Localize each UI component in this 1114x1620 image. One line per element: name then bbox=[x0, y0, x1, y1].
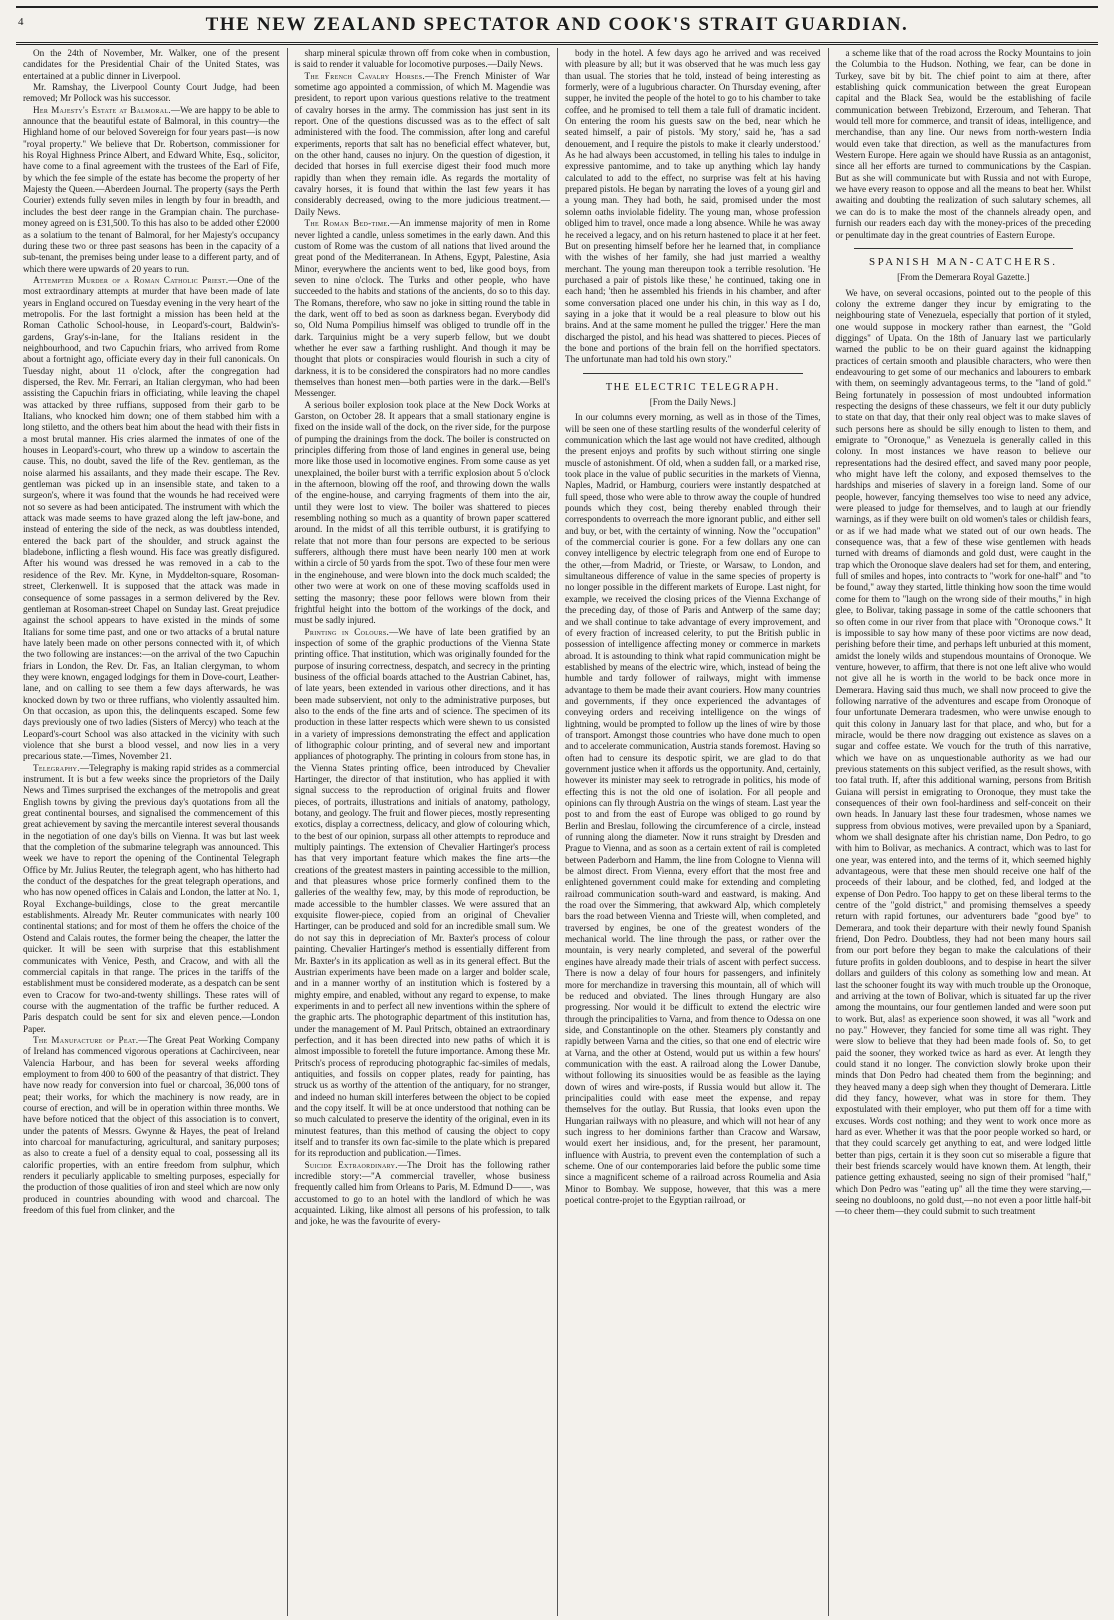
spanish-text: We have, on several occasions, pointed out to the people of this colony the extreme danger they incur by emigrating to the neighbouring state of Venezuela, especially that portion of it styled, one would suppose in mockery rather than earnest, the "Gold diggings" of Upata. On the 18th of January last we particularly warned the public to be on their guard against the kidnapping practices of certain smooth and plausible characters, who were then endeavouring to get some of our mechanics and labourers to embark with them, on seemingly advantageous terms, to the "land of gold." Being fortunately in possession of most undoubted information respecting the designs of these chasseurs, we felt it our duty publicly to state on that day, that their only real object was to make slaves of such persons here as should be silly enough to listen to them, and emigrate to "Oronoque," as Venezuela is generally called in this colony. In most instances we have reason to believe our representations had the desired effect, and saved many poor people, who might have left the colony, and exposed themselves to the hardships and miseries of slavery in a foreign land. Some of our people, however, fancying themselves too wise to need any advice, were pleased to judge for themselves, and to laugh at our friendly warnings, as if they were built on old women's tales or childish fears, or as if we had made what we stated out of our own heads. The consequence was, that a few of these wise gentlemen with heads turned with dreams of diamonds and gold dust, were caught in the trap which the Oronoque slave dealers had set for them, and entering, full of smiles and hopes, into contracts to "work for one-half" and "to be found," away they started, little thinking how soon the time would come for them to "laugh on the wrong side of their mouths," in high glee, to Bolivar, taking passage in some of the cattle schooners that so often come in our river from that place with "Oronoque cows." It is impossible to say how many of these poor victims are now dead, perishing before their time, and perhaps left unburied at this moment, amidst the lonely wilds and stupendous mountains of Oronoque. We venture, however, to affirm, that there is not one left alive who would not give all he is worth in the world to be back once more in Demerara. Having said thus much, we shall now proceed to give the following narrative of the adventures and escape from Oronoque of four unfortunate Demerara tradesmen, who were unwise enough to quit this colony in January last for that place, and who, but for a miracle, would be there now dragging out existence as slaves on a sugar and coffee estate. We vouch for the truth of this narrative, which we have on as unquestionable authority as we had our previous statements on this subject verified, as the result shows, with too fatal truth. If, after this additional warning, persons from British Guiana will persist in emigrating to Oronoque, they must take the consequences of their own fool-hardiness and self-conceit on their own heads. In January last these four tradesmen, whose names we suppress from obvious motives, were prevailed upon by a Spaniard, whom we shall designate after his christian name, Don Pedro, to go with him to Bolivar, as mechanics. A contract, which was to last for one year, was entered into, and the terms of it, which seemed highly advantageous, were that these men should receive one half of the proceeds of their labour, and be clothed, fed, and lodged at the expense of Don Pedro. Too happy to get on these liberal terms to the centre of the "gold district," and promising themselves a speedy return with rapid fortunes, our adventurers bade "good bye" to Demerara, and took their departure with their newly found Spanish friend, Don Pedro. Doubtless, they had not been many hours sail from our port before they began to make the calculations of their future profits in golden doubloons, and to despise in heart the silver dollars and guilders of this colony as something low and mean. At last the schooner fought its way with much trouble up the Oronoque, and arriving at the town of Bolivar, which is situated far up the river among the mountains, our four gentlemen landed and were soon put to work. But, alas! as experience soon showed, it was all "work and no pay." However, they fancied for some time all was right. They were slow to believe that they had been made fools of. So, to get paid the sooner, they worked twice as hard as ever. At length they could stand it no longer. The conviction slowly broke upon their minds that Don Pedro had cheated them from the beginning; and they heaved many a deep sigh when they thought of Demerara. Little did they fancy, however, what was in store for them. They expostulated with their employer, who put them off for a time with excuses. Words cost nothing; and they went to work once more as hard as ever. Whether it was that the poor people worked so hard, or that they could scarcely get anything to eat, and were lodged little better than pigs, certain it is they soon cut so miserable a figure that their best friends scarcely would have known them. At length, their patience getting exhausted, seeing no sign of their promised "half," which Don Pedro was "eating up" all the time they were starving,—seeing no doubloons, no gold dust,—no not even a poor little half-bit—to cheer them—they could submit to such treatment bbox=[835, 287, 1091, 1217]
telegraph-source: [From the Daily News.] bbox=[649, 396, 736, 407]
telegraph-headline: THE ELECTRIC TELEGRAPH. bbox=[605, 381, 780, 393]
ramshay-item: Mr. Ramshay, the Liverpool County Court Judge, had been removed; Mr Pollock was his successor. bbox=[23, 82, 280, 104]
column-2 bbox=[287, 48, 558, 1616]
bedtime-headline: The Roman Bed-time. bbox=[304, 218, 390, 229]
cavalry-text: —The French Minister of War sometime ago appointed a commission, of which M. Magendie was president, to report upon various questions relative to the treatment of cavalry horses in the army. The commission has just sent in its report. One of the questions discussed was as to the effect of salt administered with the food. The commission, after long and careful experiments, reports that salt has no beneficial effect whatever, but, on the other hand, causes no injury. On the question of digestion, it decided that horses in full exercise digest their food much more rapidly than when they remain idle. As regards the mortality of cavalry horses, it is found that within the last few years it has considerably decreased, owing to the more judicious treatment.—Daily News. bbox=[294, 70, 550, 217]
suicide-text: —The Droit has the following rather incredible story:—"A commercial traveller, whose business frequently called him from Orleans to Paris, M. Edmund D——, was accustomed to go to an hotel with the landlord of which he was acquainted. Liking, like almost all persons of his profession, to talk and joke, he was the favourite of every- bbox=[294, 1159, 551, 1227]
colours-article bbox=[295, 627, 551, 1160]
telegraph-text: In our columns every morning, as well as in those of the Times, will be seen one of these startling results of the wonderful celerity of communication which the last age would not have credited, although the present enjoys and profits by such without stirring one single muscle of astonishment. Of old, when a sudden fall, or a marked rise, took place in the value of public securities in the markets of Vienna, Naples, Madrid, or Hamburg, couriers were instantly despatched at full speed, those who were able to throw away the couple of hundred pounds which they cost, being thereby enabled through their correspondents to overreach the more ignorant public, and either sell and buy, or bet, with the certainty of winning. Now the "occupation" of the commercial courier is gone. For a few dollars any one can convey intelligence by electric telegraph from one end of Europe to the other,—from Madrid, or Trieste, or Warsaw, to London, and simultaneous difference of value in the same species of property is no longer possible in the different markets of Europe. Last night, for example, we received the closing prices of the Vienna Exchange of the preceding day, of those of Paris and Antwerp of the same day; and we shall continue to take advantage of every improvement, and of every fraction of increased celerity, to put the British public in possession of intelligence affecting money or commerce in markets abroad. It is astounding to think what rapid communication might be established by means of the electric wire, which, instead of being the humble and tardy follower of railways, might with immense advantage to them be made their avant couriers. How many countries and governments, if they once experienced the advantages of conveying orders and receiving intelligence on the wings of lightning, would be prompted to follow up the lines of wire by those of transport. Amongst those countries who have done much to open and to accelerate communication, Austria stands foremost. Having so often had to censure its despotic spirit, we are glad to do that government justice when it affords us the opportunity. And, certainly, however its minister may seek to retrograde in politics, his mode of effecting this is not the old one of isolation. For all people and opinions can fly through Austria on the wings of steam. Last year the post to and from the east of Europe was obliged to go round by Berlin and Breslau, following the circumference of a circle, instead of running along the diameter. Now it runs straight by Dresden and Prague to Vienna, and as soon as a certain extent of rail is completed between Paderborn and Hamm, the line from Cologne to Vienna will be almost direct. From Vienna, every effort that the most free and enlightened government could make for extending and completing railroad communication south-ward and eastward, is making. And the road over the Simmering, that awkward Alp, which completely bars the road between Vienna and Trieste will, when completed, and traversed by engines, be one of the greatest wonders of the mechanical world. The line through the pass, or rather over the mountain, is very nearly completed, and several of the powerful engines have already made their trials of ascent with perfect success. There is now a delay of four hours for passengers, and infinitely more for merchandize in traversing this mountain, all of which will be reduced and obviated. The lines through Hungary are also progressing. Nor would it be difficult to extend the electric wire through the principalities to Varna, and from thence to Odessa on one side, and Constantinople on the other. Steamers ply constantly and rapidly between Varna and the cities, so that one end of electric wire at Varna, and the other at Ostend, would put us within a few hours' communication with the east. A railroad along the Lower Danube, without following its sinuosities would be as feasible as the laying down of wires and wire-posts, if Russia would but allow it. The principalities could with ease meet the expense, and repay themselves for the outlay. But Russia, that looks even upon the Hungarian railways with no pleasure, and which will not hear of any such ingress to her dominions farther than Cracow and Warsaw, would exert her insidious, and, for the present, her paramount, influence with Austria, to prevent even the contemplation of such a scheme. One of our contemporaries laid before the public some time since a magnificent scheme of a railroad across Roumelia and Asia Minor to Bombay. We suppose, however, that this was a mere poetical contre-projet to the Egyptian railroad, or bbox=[565, 412, 821, 1206]
divider bbox=[583, 373, 803, 374]
balmoral-text: —We are happy to be able to announce that the beautiful estate of Balmoral, in this country—the Highland home of our beloved Sovereign for four years past—is now "royal property." We believe that Dr. Robertson, commissioner for his Royal Highness Prince Albert, and Edward White, Esq., solicitor, have come to a final agreement with the trustees of the Earl of Fife, by which the fee simple of the estate has become the property of her Majesty the Queen.—Aberdeen Journal. The property (says the Perth Courier) extends fully seven miles in length by four in breadth, and includes the best deer range in the Grampian chain. The purchase-money agreed on is £31,500. To this has also to be added other £2000 as a solatium to the tenant of Balmoral, for her Majesty's occupancy during these two or three past seasons has been in the capacity of a sub-tenant, the premises being under lease to a different party, and of which there were upwards of 20 years to run. bbox=[23, 104, 280, 274]
bedtime-article bbox=[295, 218, 551, 400]
column-3 bbox=[557, 48, 828, 1616]
column-4 bbox=[828, 48, 1099, 1616]
walker-dinner-item: On the 24th of November, Mr. Walker, one of the present candidates for the Presidential Chair of the United States, was entertained at a public dinner in Liverpool. bbox=[23, 48, 280, 81]
boiler-article: A serious boiler explosion took place at the New Dock Works at Garston, on October 28. It appears that a small stationary engine is fixed on the inside wall of the dock, on the river side, for the purpose of pumping the drainings from the dock. The boiler is constructed on principles differing from those of land engines in general use, being more like those used in locomotive engines. From some cause as yet unexplained, the boiler burst with a terrific explosion about 5 o'clock in the afternoon, blowing off the roof, and throwing down the walls of the engine-house, and carrying fragments of them into the air, until they were lost to view. The boiler was shattered to pieces resembling nothing so much as a quantity of brown paper scattered around. In the midst of all this terrible outburst, it is gratifying to relate that not more than four persons are expected to be serious sufferers, although there must have been nearly 100 men at work within a circle of 50 yards from the spot. Two of these four men were in the enginehouse, and were blown into the dock much scalded; the other two were at work on one of these moving scaffolds used in setting the masonry; these poor fellows were blown from their frightful height into the bottom of the workings of the dock, and must be sadly injured. bbox=[294, 399, 550, 626]
peat-article bbox=[23, 1035, 280, 1217]
divider bbox=[854, 248, 1074, 249]
bedtime-text: —An immense majority of men in Rome never lighted a candle, unless sometimes in the early dawn. And this custom of Rome was the custom of all nations that lived around the great pond of the Mediterranean. In Athens, Egypt, Palestine, Asia Minor, everywhere the ancients went to bed, like good boys, from seven to nine o'clock. The Turks and other people, who have succeeded to the habits and stations of the ancients, do so to this day. The Romans, therefore, who saw no joke in sitting round the table in the dark, went off to bed as soon as darkness began. Everybody did so, Old Numa Pompilius himself was obliged to trundle off in the dark. Tarquinius might be a very superb fellow, but we doubt whether he ever saw a farthing rushlight. And though it may be thought that plots or conspiracies would flourish in such a city of darkness, it is to be considered the conspirators had no more candles themselves than honest men—both parties were in the dark.—Bell's Messenger. bbox=[294, 218, 551, 399]
column-1 bbox=[16, 48, 287, 1616]
peat-headline: The Manufacture of Peat. bbox=[33, 1034, 139, 1045]
colours-text: —We have of late been gratified by an inspection of some of the graphic productions of the Vienna State printing office. That institution, which was originally founded for the purpose of insuring correctness, despatch, and secrecy in the printing business of the official boards attached to the Austrian Cabinet, has, of late years, been extended in various other directions, and it has been made subservient, not only to the administrative purposes, but also to the ends of the fine arts and of science. The specimen of its production in these latter respects which were shewn to us consisted in a variety of impressions demonstrating the effect and application of lithographic colour printing, and of several new and important appliances of photography. The printing in colours from stone has, in the Vienna States printing office, been introduced by Chevalier Hartinger, the director of that institution, who has applied it with signal success to the reproduction of original fruits and flower pieces, of portraits, illustrations and initials of anatomy, pathology, botany, and geology. The fruit and flower pieces, mostly representing exotics, display a correctness, delicacy, and glow of colouring which, to the best of our opinion, surpass all other attempts to reproduce and multiply paintings. The extension of Chevalier Hartinger's process has that very important feature which makes the fine arts—the creations of the greatest masters in painting accessible to the million, and that pleasures whose price formerly confined them to the galleries of the wealthy few, may, by this mode of reproduction, be made accessible to the humbler classes. We were assured that an exquisite flower-piece, copied from an original of Chevalier Hartinger, can be produced and sold for an incredible small sum. We do not say this in depreciation of Mr. Baxter's process of colour painting. Chevalier Hartinger's method is essentially different from Mr. Baxter's in its application as well as in its general effect. But the Austrian experiments have been made on a larger and bolder scale, and in a manner worthy of an institution which is fostered by a mighty empire, and enabled, without any regard to expense, to make experiments in and to perfect all new inventions within the sphere of the graphic arts. The photographic department of this institution has, under the management of M. Paul Pritsch, obtained an extraordinary perfection, and it has been directed into new paths of which it is almost impossible to foretell the future importance. Among these Mr. Pritsch's process of reproducing photographic fac-similes of medals, antiquities, and fossils on copper plates, ready for painting, has struck us as worthy of the attention of the antiquary, for no stranger, and indeed no human skill interferes between the object to be copied and the copy itself. It will be at once understood that nothing can be so much calculated to preserve the identity of the original, even in its minutest features, than this method of causing the object to copy itself and to transfer its own fac-simile to the plate which is prepared for its reproduction and publication.—Times. bbox=[294, 626, 551, 1159]
balmoral-headline: Her Majesty's Estate at Balmoral. bbox=[33, 104, 171, 115]
suicide-headline: Suicide Extraordinary. bbox=[304, 1159, 398, 1170]
murder-headline: Attempted Murder of a Roman Catholic Priest. bbox=[33, 274, 229, 285]
telegraph-continuation: a scheme like that of the road across the Rocky Mountains to join the Columbia to the Hudson. Nothing, we fear, can be done in Turkey, save bit by bit. The chief point to aim at there, after establishing quick communication between the great European capital and the Black Sea, would be the establishing of facile communication between Trebizond, Erzeroum, and Teheran. That would tell more for commerce, and transit of ideas, intelligence, and merchandise, than any line. Our news from north-western India would even take that direction, as well as the manufactures from Western Europe. Here again we should have Russia as an antagonist, since all her efforts are turned to communications by the Caspian. But as she will communicate but with Russia and not with Europe, we have every reason to oppose and all the means to beat her. Whilst awaiting and doubting the realization of such salutary schemes, all we can do is to make the most of the channels already open, and furnish our readers each day with the money-prices of the preceding or penultimate day in the great countries of Eastern Europe. bbox=[835, 48, 1091, 240]
telegraphy-headline: Telegraphy. bbox=[33, 762, 80, 773]
spanish-headline: SPANISH MAN-CATCHERS. bbox=[869, 255, 1058, 268]
newspaper-title: THE NEW ZEALAND SPECTATOR AND COOK'S STRAIT GUARDIAN. bbox=[205, 14, 909, 35]
colours-headline: Printing in Colours. bbox=[304, 626, 390, 637]
cavalry-article bbox=[295, 71, 551, 218]
coke-continuation: sharp mineral spiculæ thrown off from coke when in combustion, is said to render it valuable for locomotive purposes.—Daily News. bbox=[294, 48, 550, 70]
cavalry-headline: The French Cavalry Horses. bbox=[304, 70, 425, 81]
suicide-continuation: body in the hotel. A few days ago he arrived and was received with pleasure by all; but it was observed that he was much less gay than usual. The stories that he told, instead of being interesting as formerly, were of a lugubrious character. On Thursday evening, after supper, he invited the people of the hotel to go to his chamber to take coffee, and he promised to tell them a tale full of dramatic incident. On entering the room his guests saw on the bed, near which he seated himself, a pair of pistols. 'My story,' said he, 'has a sad denouement, and I require the pistols to make it clearly understood.' As he had always been accustomed, in telling his tales to indulge in expressive pantomime, and to take up anything which lay handy calculated to add to the effect, no surprise was felt at his having prepared pistols. He began by narrating the loves of a young girl and a young man. They had both, he said, promised under the most solemn oaths inviolable fidelity. The young man, whose profession obliged him to travel, once made a long absence. While he was away he received a legacy, and on his return hastened to place it at her feet. But on presenting himself before her he learned that, in compliance with the wishes of her family, she had just married a wealthy merchant. The young man thereupon took a terrible resolution. 'He purchased a pair of pistols like these,' he continued, taking one in each hand; 'then he assembled his friends in his chamber, and after some conversation placed one under his chin, in this way as I do, saying in a joke that it would be a real pleasure to blow out his brains. And at the same moment he pulled the trigger.' Here the man discharged the pistol, and his head was shattered to pieces. Pieces of the bone and portions of the brain fell on the horrified spectators. The unfortunate man had told his own story." bbox=[565, 48, 821, 365]
telegraphy-article bbox=[23, 763, 280, 1035]
murder-article bbox=[23, 275, 280, 763]
page-number: 4 bbox=[18, 16, 24, 28]
murder-text: —One of the most extraordinary attempts at murder that have been made of late years in England occured on Tuesday evening in the very heart of the metropolis. For the last fortnight a mission has been held at the Roman Catholic School-house, in Leopard's-court, Baldwin's-gardens, Gray's-in-lane, for the Italians resident in the neighbourhood, and two Capuchin friars, who arrived from Rome about a fortnight ago, officiate every day in their full canonicals. On Tuesday night, about 11 o'clock, after the congregation had dispersed, the Rev. Mr. Ferrari, an Italian clergyman, who had been assisting the Capuchin friars in officiating, while leaving the chapel was attacked by three ruffians, supposed from their garb to be Italians, who knocked him down; one of them stabbed him with a long stiletto, and the others beat him about the head with their fists in a most brutal manner. His cries alarmed the inmates of one of the houses in Leopard's-court, who threw up a window to ascertain the cause. This, no doubt, saved the life of the Rev. gentleman, as the noise alarmed his assailants, and they made their escape. The Rev. gentleman was picked up in an insensible state, and taken to a surgeon's, where it was found that the wounds he had received were not so severe as had been anticipated. The instrument with which the attack was made seems to have grazed along the left jaw-bone, and instead of entering the side of the neck, as was doubtless intended, entered the back part of the shoulder, and struck against the bladebone, inflicting a flesh wound. His face was greatly disfigured. After his wound was dressed he was removed in a cab to the residence of the Rev. Mr. Kyne, in Myddelton-square, Rosoman-street, Clerkenwell. It is supposed that the attack was made in consequence of some passages in a sermon delivered by the Rev. gentleman at Rosoman-street Chapel on Sunday last. Great prejudice against the school appears to have existed in the minds of some Italians for some time past, and one or two attacks of a brutal nature have lately been made on other persons connected with it, of which the two following are instances:—on the arrival of the two Capuchin friars in London, the Rev. Dr. Fas, an Italian clergyman, to whom they were known, engaged lodgings for them in Dove-court, Leather-lane, and on calling to see them a few days afterwards, he was knocked down by two or three ruffians, who violently assaulted him. On that occasion, as upon this, the delinquents escaped. Some few days previously one of two ladies (Sisters of Mercy) who teach at the Leopard's-court School was also attacked in the vicinity with such violence that she burst a blood vessel, and now lies in a very precarious state.—Times, November 21. bbox=[23, 274, 280, 762]
article-columns bbox=[16, 48, 1098, 1616]
peat-text: —The Great Peat Working Company of Ireland has commenced vigorous operations at Cachirciveen, near Valencia Harbour, and has been for several weeks affording employment to from 400 to 600 of the peasantry of that district. They have now ready for conversion into fuel or charcoal, 36,000 tons of peat; their works, for which the machinery is now ready, are in course of erection, and will be in operation within three months. We have before noticed that the object of this association is to convert, under the patents of Messrs. Gwynne & Hayes, the peat of Ireland into charcoal for manufacturing, agricultural, and sanitary purposes; as also to create a fuel of a density equal to coal, possessing all its calorific properties, with an entire freedom from sulphur, which renders it peculiarly applicable to smelting purposes, especially for the production of those qualities of iron and steel which are now only produced in countries abounding with wood and charcoal. The freedom of this fuel from clinker, and the bbox=[23, 1034, 280, 1216]
masthead bbox=[16, 6, 1098, 45]
balmoral-article bbox=[23, 105, 280, 275]
telegraphy-text: —Telegraphy is making rapid strides as a commercial instrument. It is but a few weeks since the proprietors of the Daily News and Times surprised the exchanges of the metropolis and great English towns by giving the previous day's quotations from all the great continental bourses, and signalised the commencement of this great achievement by saving the mercantile interest several thousands in the negotiation of one day's bills on Vienna. It was but last week that the completion of the submarine telegraph was announced. This week we have to report the opening of the Continental Telegraph Office by Mr. Julius Reuter, the telegraph agent, who has hitherto had the conduct of the despatches for the great telegraph operations, and who has now opened offices in Calais and London, the latter at No. 1, Royal Exchange-buildings, close to the great mercantile establishments. Already Mr. Reuter communicates with nearly 100 continental stations; and for most of them he offers the choice of the Ostend and Calais routes, the former being the cheaper, the latter the quicker. It will be seen with surprise that this establishment communicates with Venice, Pesth, and Cracow, and with all the commercial capitals in that range. The prices in the tariffs of the establishment must be considered moderate, as a despatch can be sent even to Cracow for two-and-twenty shillings. These rates will of course with the augmentation of the traffic be further reduced. A Paris despatch could be sent for six and eleven pence.—London Paper. bbox=[23, 762, 280, 1034]
suicide-article bbox=[295, 1160, 551, 1228]
spanish-source: [From the Demerara Royal Gazette.] bbox=[897, 272, 1030, 283]
